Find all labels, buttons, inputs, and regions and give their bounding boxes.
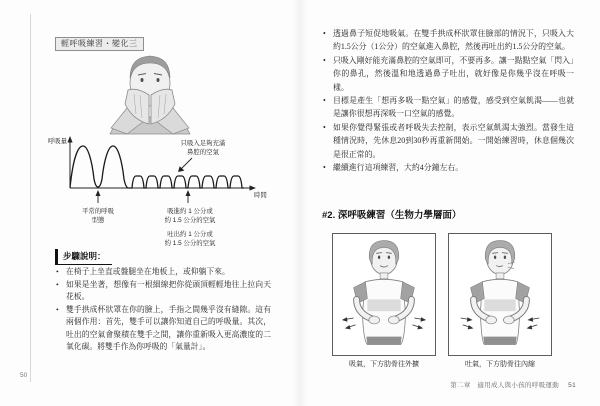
instruction-item: • 繼續進行這項練習，大約4分鐘左右。: [322, 161, 574, 174]
left-page-number: 50: [20, 372, 28, 379]
steps-heading: 步驟說明：: [55, 249, 112, 265]
footer-chapter-title: 第二章 適用成人與小孩的呼吸運動: [450, 382, 560, 389]
y-axis-arrowhead: [67, 136, 72, 143]
exhale-figure-illustration: [449, 234, 551, 355]
instruction-item: • 如果你覺得緊張或者呼吸失去控制，表示空氣飢渴太強烈。當發生這種情況時，先休息20到30秒再重新開始。一開始練習時，休息個幾次是很正常的。: [322, 121, 574, 161]
inhale-label-line1: 吸進約 1 公分或: [167, 208, 213, 215]
section-heading: #2. 深呼吸練習（生物力學層面）: [322, 210, 462, 221]
instruction-item: • 目標是產生「想再多吸一點空氣」的感覺，感受到空氣飢渴——也就是讓你很想再深吸一口空氣的感覺。: [322, 94, 574, 121]
x-axis-arrowhead: [250, 185, 257, 190]
inhale-figure-caption: 吸氣，下方肋骨往外擴: [349, 361, 419, 368]
inhale-label-line2: 約 1.5 公分的空氣: [164, 217, 216, 224]
step-item: • 如果是坐著，想像有一根細線把你從頭頂輕輕地往上拉向天花板。: [55, 279, 271, 304]
exhale-label-line1: 吐出約 1 公分或: [167, 231, 213, 238]
normal-breathing-label-line1: 平常的呼吸: [82, 208, 114, 215]
instruction-item: • 透過鼻子短促地吸氣。在雙手拱成杯狀罩住臉部的情況下，只吸入大約1.5公分（1公分）的空氣進入鼻腔，然後再吐出約1.5公分的空氣。: [322, 27, 574, 54]
chart-annotation-line2: 鼻腔的空氣: [187, 149, 219, 156]
normal-arrowhead: [96, 190, 101, 196]
instruction-list: [322, 27, 574, 174]
left-page-edge-line: [30, 14, 31, 382]
exhale-figure-box: [448, 233, 552, 356]
inhale-figure-illustration: [333, 234, 435, 355]
cupped-hands-face-illustration: [105, 50, 195, 135]
page-gutter: [292, 0, 308, 406]
chart-annotation-line1: 只吸入足夠充滿: [180, 140, 226, 147]
exhale-figure-caption: 吐氣，下方肋骨往內縮: [465, 361, 535, 368]
instruction-item: • 只吸入剛好能充滿鼻腔的空氣即可，不要再多。讓一點點空氣「閃入」你的鼻孔，然後溫和地透過鼻子吐出，就好像是你幾乎沒在呼吸一樣。: [322, 54, 574, 94]
step-item: • 在椅子上坐直或盤腿坐在地板上，或仰躺下來。: [55, 266, 271, 279]
shallow-arrowhead: [186, 190, 191, 196]
steps-list: [55, 266, 271, 354]
y-axis-label: 呼吸量: [47, 138, 67, 145]
right-page-number: 51: [568, 382, 576, 389]
normal-breathing-label-line2: 型態: [91, 217, 105, 224]
exercise-tag-label: 輕呼吸練習・變化三: [55, 37, 144, 51]
breathing-volume-chart: [40, 133, 270, 250]
step-item: • 雙手拱成杯狀罩在你的臉上，手指之間幾乎沒有縫隙。這有兩個作用：首先，雙手可以讓你知道自己的呼吸量。其次，吐出的空氣會聚積在雙手之間，讓你重新吸入更高濃度的二氧化碳。將雙手作為你呼吸的「氣量計」。: [55, 304, 271, 354]
inhale-figure-box: [332, 233, 436, 356]
x-axis-label: 時間: [254, 192, 267, 199]
exhale-label-line2: 約 1.5 公分的空氣: [164, 240, 216, 247]
running-footer: [450, 380, 576, 389]
